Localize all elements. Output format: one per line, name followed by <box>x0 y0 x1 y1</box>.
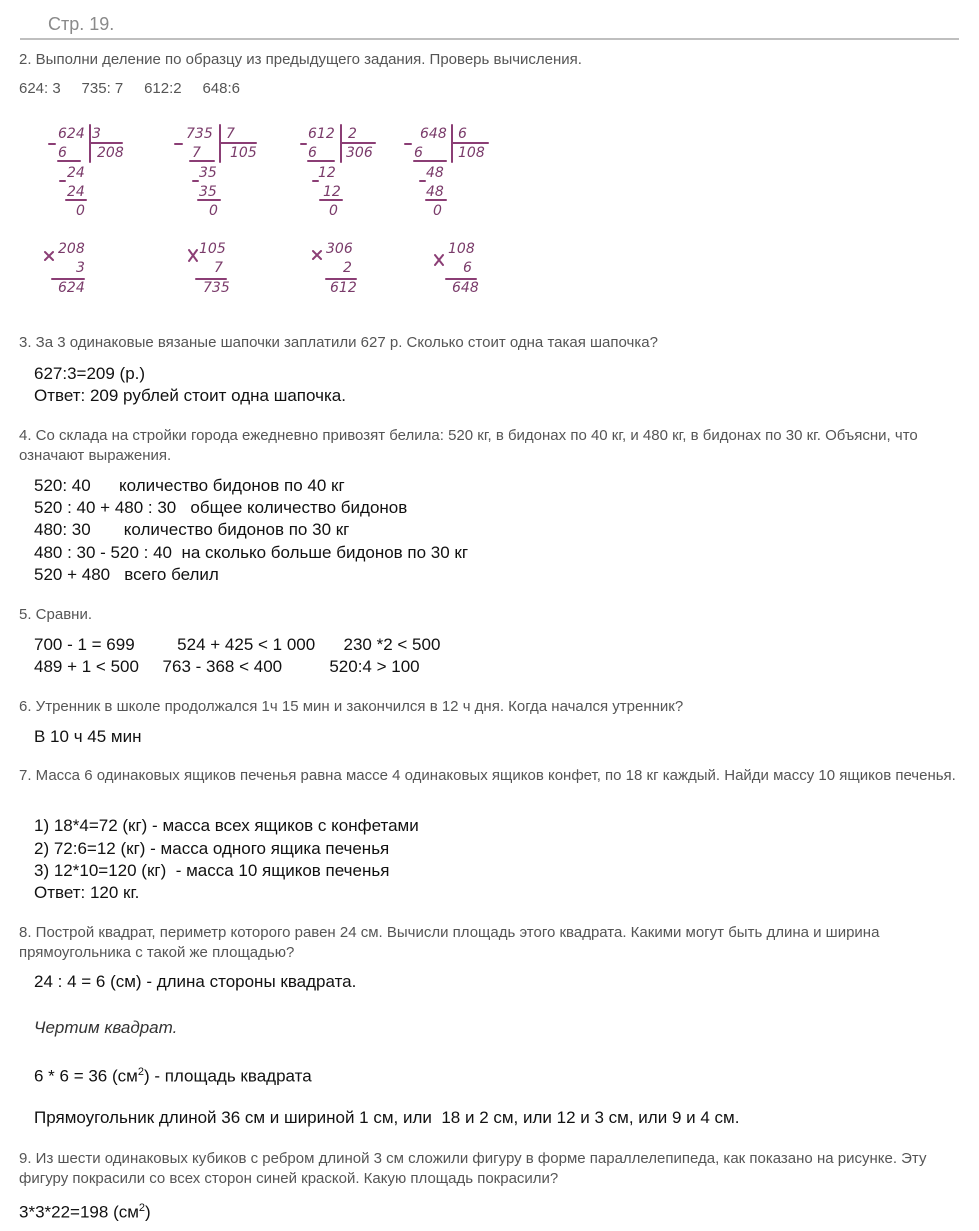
check-2 <box>189 241 230 296</box>
div2-sub2: 35 <box>199 184 217 200</box>
task5-question: 5. Сравни. <box>19 606 92 623</box>
task4-line-2: 520 : 40 + 480 : 30 общее количество бидонов <box>34 498 408 517</box>
check2-a: 105 <box>199 241 226 257</box>
div1-quotient: 208 <box>97 145 124 161</box>
task2-question: 2. Выполни деление по образцу из предыдущего задания. Проверь вычисления. <box>19 51 582 68</box>
task4-line-5: 520 + 480 всего белил <box>34 565 219 584</box>
division-2 <box>175 125 257 219</box>
task4-line-4: 480 : 30 - 520 : 40 на сколько больше бидонов по 30 кг <box>34 543 469 562</box>
div3-sub2: 12 <box>323 184 341 200</box>
div4-quotient: 108 <box>458 145 485 161</box>
task5-line-1: 700 - 1 = 699 524 + 425 < 1 000 230 *2 < 500 <box>34 635 441 654</box>
div2-quotient: 105 <box>230 145 257 161</box>
div3-sub1: 6 <box>308 145 317 161</box>
task7-line-1: 1) 18*4=72 (кг) - масса всех ящиков с конфетами <box>34 816 419 835</box>
task7-line-3: 3) 12*10=120 (кг) - масса 10 ящиков печенья <box>34 861 390 880</box>
task9-answer-main: 3*3*22=198 (см <box>19 1202 139 1222</box>
div4-dividend: 648 <box>420 126 447 142</box>
div4-divisor: 6 <box>458 126 467 142</box>
task3-line-1: 627:3=209 (р.) <box>34 364 146 383</box>
task6-question: 6. Утренник в школе продолжался 1ч 15 мин и закончился в 12 ч дня. Когда начался утренник? <box>19 698 684 715</box>
task9-question: 9. Из шести одинаковых кубиков с ребром длиной 3 см сложили фигуру в форме параллелепипеда, как показано на рисунке. Эту фигуру покрасили со всех сторон синей краской. Какую площадь покрасили? <box>19 1150 927 1187</box>
div3-rem1: 12 <box>318 165 336 181</box>
div1-divisor: 3 <box>92 126 101 142</box>
div4-sub1: 6 <box>414 145 423 161</box>
div1-rem: 0 <box>76 203 85 219</box>
division-1 <box>49 125 124 219</box>
division-3 <box>301 125 375 219</box>
div3-rem: 0 <box>329 203 338 219</box>
div2-rem1: 35 <box>199 165 217 181</box>
check4-result: 648 <box>452 280 479 296</box>
check1-a: 208 <box>58 241 85 257</box>
task8-line-3-main: 6 * 6 = 36 (см <box>34 1066 138 1086</box>
div1-sub1: 6 <box>58 145 67 161</box>
check1-b: 3 <box>76 260 85 276</box>
check1-result: 624 <box>58 280 85 296</box>
task9-answer-tail: ) <box>145 1202 151 1222</box>
div4-sub2: 48 <box>426 184 444 200</box>
task8-line-2: Чертим квадрат. <box>34 1018 178 1037</box>
task9-answer <box>19 1197 151 1224</box>
check3-b: 2 <box>343 260 352 276</box>
task8-line-3-sup: 2 <box>137 1066 144 1078</box>
check4-b: 6 <box>463 260 472 276</box>
div1-dividend: 624 <box>58 126 85 142</box>
task6-answer: В 10 ч 45 мин <box>34 727 142 746</box>
task4-question: 4. Со склада на стройки города ежедневно привозят белила: 520 кг, в бидонах по 40 кг, и 480 кг, в бидонах по 30 кг. Объясни, что означают выражения. <box>19 427 918 464</box>
task7-line-2: 2) 72:6=12 (кг) - масса одного ящика печенья <box>34 839 390 858</box>
div1-rem1: 24 <box>67 165 85 181</box>
task4-line-3: 480: 30 количество бидонов по 30 кг <box>34 520 350 539</box>
check2-b: 7 <box>214 260 223 276</box>
task2-list: 624: 3 735: 7 612:2 648:6 <box>19 80 240 97</box>
check-1 <box>45 241 85 296</box>
check2-result: 735 <box>203 280 230 296</box>
div2-divisor: 7 <box>226 126 235 142</box>
division-4 <box>405 125 488 219</box>
div4-rem: 0 <box>433 203 442 219</box>
div4-rem1: 48 <box>426 165 444 181</box>
task3-question: 3. За 3 одинаковые вязаные шапочки заплатили 627 р. Сколько стоит одна такая шапочка? <box>19 334 658 351</box>
page-number: Стр. 19. <box>48 14 115 34</box>
task7-question: 7. Масса 6 одинаковых ящиков печенья равна массе 4 одинаковых ящиков конфет, по 18 кг каждый. Найди массу 10 ящиков печенья. <box>19 767 956 784</box>
task5-line-2: 489 + 1 < 500 763 - 368 < 400 520:4 > 100 <box>34 657 420 676</box>
div3-dividend: 612 <box>308 126 335 142</box>
task9-answer-sup: 2 <box>138 1202 146 1214</box>
task8-question: 8. Построй квадрат, периметр которого равен 24 см. Вычисли площадь этого квадрата. Какими могут быть длина и ширина прямоугольника с такой же площадью? <box>19 924 880 961</box>
handwritten-divisions <box>0 0 979 310</box>
check-3 <box>313 241 357 296</box>
div2-dividend: 735 <box>186 126 213 142</box>
task4-line-1: 520: 40 количество бидонов по 40 кг <box>34 476 345 495</box>
check-4 <box>435 241 479 296</box>
task8-line-1: 24 : 4 = 6 (см) - длина стороны квадрата. <box>34 972 357 991</box>
div2-rem: 0 <box>209 203 218 219</box>
div1-sub2: 24 <box>67 184 85 200</box>
div3-quotient: 306 <box>346 145 373 161</box>
task8-line-3-tail: ) - площадь квадрата <box>143 1066 312 1086</box>
div2-sub1: 7 <box>192 145 201 161</box>
check3-a: 306 <box>326 241 353 257</box>
task3-answer: Ответ: 209 рублей стоит одна шапочка. <box>34 386 346 405</box>
div3-divisor: 2 <box>348 126 357 142</box>
check4-a: 108 <box>448 241 475 257</box>
check3-result: 612 <box>330 280 357 296</box>
task8-line-3 <box>34 1061 312 1088</box>
task7-answer: Ответ: 120 кг. <box>34 883 140 902</box>
task8-line-4: Прямоугольник длиной 36 см и шириной 1 см, или 18 и 2 см, или 12 и 3 см, или 9 и 4 см. <box>34 1108 740 1127</box>
